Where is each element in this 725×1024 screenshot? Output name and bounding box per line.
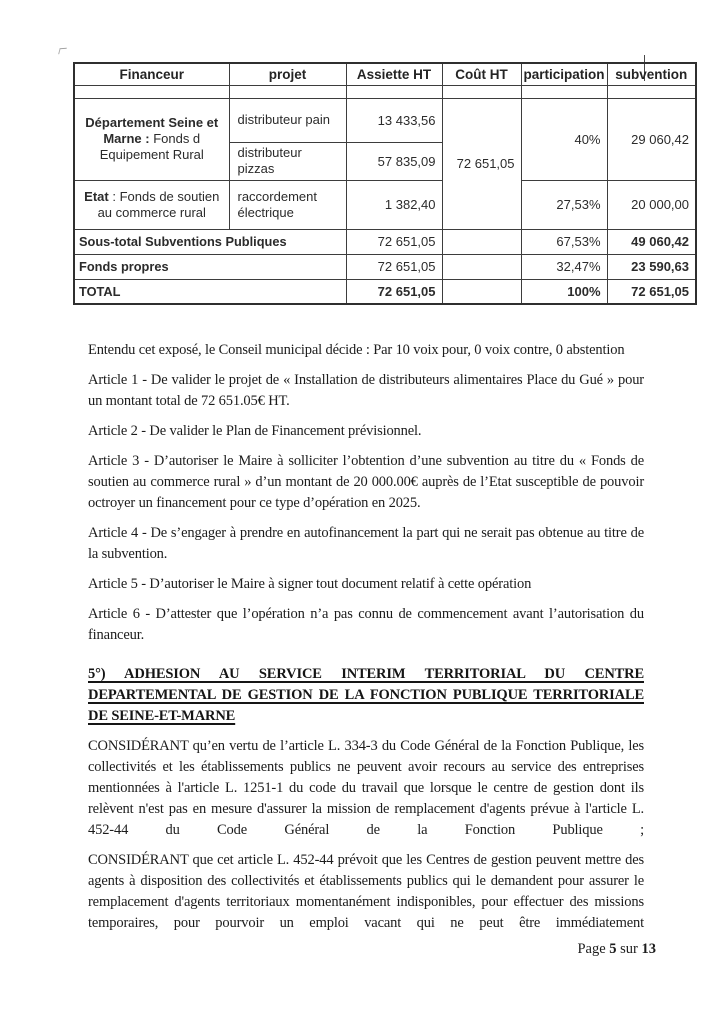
empty-cell	[442, 229, 521, 254]
footer-page-number: 5	[609, 941, 617, 957]
table-row-etat	[74, 180, 696, 229]
cell-subvention-etat: 20 000,00	[607, 180, 696, 229]
cell-fonds-propres-subvention: 23 590,63	[607, 254, 696, 279]
col-header-participation: participation	[521, 63, 607, 85]
cell-fonds-propres-assiette: 72 651,05	[346, 254, 442, 279]
paragraph-article-1: Article 1 - De valider le projet de « Installation de distributeurs alimentaires Place du Gué » pour un montant total de 72 651.05€ HT.	[88, 372, 644, 409]
empty-cell	[229, 85, 346, 98]
paragraph-article-3: Article 3 - D’autoriser le Maire à solliciter l’obtention d’une subvention au titre du « Fonds de soutien au commerce rural » d’un montant de 20 000.00€ auprès de l’Etat susceptible de pouvoir octroyer un financement pour ce type d’opération en 2025.	[88, 453, 644, 511]
empty-cell	[442, 254, 521, 279]
col-header-cout-ht: Coût HT	[442, 63, 521, 85]
table-row-total	[74, 279, 696, 304]
paragraph-article-6: Article 6 - D’attester que l’opération n’a pas connu de commencement avant l’autorisation du financeur.	[88, 606, 644, 643]
cell-assiette-etat: 1 382,40	[346, 180, 442, 229]
page-footer	[577, 941, 656, 958]
table-row-soustotal	[74, 229, 696, 254]
footer-sur-label: sur	[620, 941, 638, 957]
paragraph-article-2: Article 2 - De valider le Plan de Financement prévisionnel.	[88, 423, 422, 439]
cell-total-label: TOTAL	[74, 279, 346, 304]
cell-total-assiette: 72 651,05	[346, 279, 442, 304]
cell-cout-ht-total: 72 651,05	[442, 98, 521, 229]
cell-total-subvention: 72 651,05	[607, 279, 696, 304]
cell-total-participation: 100%	[521, 279, 607, 304]
cell-soustotal-subvention: 49 060,42	[607, 229, 696, 254]
empty-cell	[442, 85, 521, 98]
financeur-departement-rest: Fonds d Equipement Rural	[99, 131, 204, 162]
section-heading-adhesion: 5°) ADHESION AU SERVICE INTERIM TERRITORIAL DU CENTRE DEPARTEMENTAL DE GESTION DE LA FONCTION PUBLIQUE TERRITORIALE DE SEINE-ET-MARNE	[88, 666, 644, 724]
scan-artifact-mark	[58, 48, 67, 54]
cell-soustotal-label: Sous-total Subventions Publiques	[74, 229, 346, 254]
cell-fonds-propres-label: Fonds propres	[74, 254, 346, 279]
table-header-row	[74, 63, 696, 85]
table-row-fonds-propres	[74, 254, 696, 279]
paragraph-decision: Entendu cet exposé, le Conseil municipal décide : Par 10 voix pour, 0 voix contre, 0 abstention	[88, 342, 625, 358]
col-header-projet: projet	[229, 63, 346, 85]
cell-participation-etat: 27,53%	[521, 180, 607, 229]
financeur-etat-rest: : Fonds de soutien au commerce rural	[97, 188, 220, 220]
cell-assiette-pain: 13 433,56	[346, 98, 442, 142]
col-header-financeur: Financeur	[74, 63, 229, 85]
empty-cell	[442, 279, 521, 304]
empty-cell	[74, 85, 229, 98]
paragraph-article-5: Article 5 - D’autoriser le Maire à signer tout document relatif à cette opération	[88, 576, 532, 592]
empty-cell	[346, 85, 442, 98]
cell-financeur-departement	[74, 98, 229, 180]
financeur-departement-bold: Département Seine et Marne :	[85, 115, 219, 146]
cell-projet-pizzas: distributeur pizzas	[229, 142, 346, 180]
cell-projet-pain: distributeur pain	[229, 98, 346, 142]
cell-soustotal-assiette: 72 651,05	[346, 229, 442, 254]
table-row-distributeur-pain	[74, 98, 696, 142]
table-empty-row	[74, 85, 696, 98]
financeur-etat-bold: Etat	[84, 188, 109, 204]
empty-cell	[521, 85, 607, 98]
cell-participation-departement: 40%	[521, 98, 607, 180]
footer-page-label: Page	[577, 941, 606, 957]
paragraph-article-4: Article 4 - De s’engager à prendre en autofinancement la part qui ne serait pas obtenue au titre de la subvention.	[88, 525, 644, 562]
col-header-subvention: subvention	[607, 63, 696, 85]
cell-assiette-pizzas: 57 835,09	[346, 142, 442, 180]
document-body	[88, 340, 644, 943]
col-header-assiette-ht: Assiette HT	[346, 63, 442, 85]
paragraph-considerant-1: CONSIDÉRANT qu’en vertu de l’article L. 334-3 du Code Général de la Fonction Publique, les collectivités et les établissements publics ne peuvent avoir recours au service des entreprises mentionnées à l'article L. 1251-1 du code du travail que lorsque le centre de gestion dont ils relèvent n'est pas en mesure d'assurer la mission de remplacement d'agents prévue à l'article L. 452-44 du Code Général de la Fonction Publique ;	[88, 738, 644, 838]
financing-table	[73, 62, 697, 305]
footer-total-pages: 13	[641, 941, 656, 957]
paragraph-considerant-2: CONSIDÉRANT que cet article L. 452-44 prévoit que les Centres de gestion peuvent mettre des agents à disposition des collectivités et établissements publics qui le demandent pour assurer le remplacement d'agents territoriaux momentanément indisponibles, pour effectuer des missions temporaires, pour pourvoir un emploi vacant qui ne peut être immédiatement	[88, 852, 644, 931]
cell-soustotal-participation: 67,53%	[521, 229, 607, 254]
cell-projet-raccordement: raccordement électrique	[229, 180, 346, 229]
cell-subvention-departement: 29 060,42	[607, 98, 696, 180]
cell-financeur-etat	[74, 180, 229, 229]
cell-fonds-propres-participation: 32,47%	[521, 254, 607, 279]
empty-cell	[607, 85, 696, 98]
